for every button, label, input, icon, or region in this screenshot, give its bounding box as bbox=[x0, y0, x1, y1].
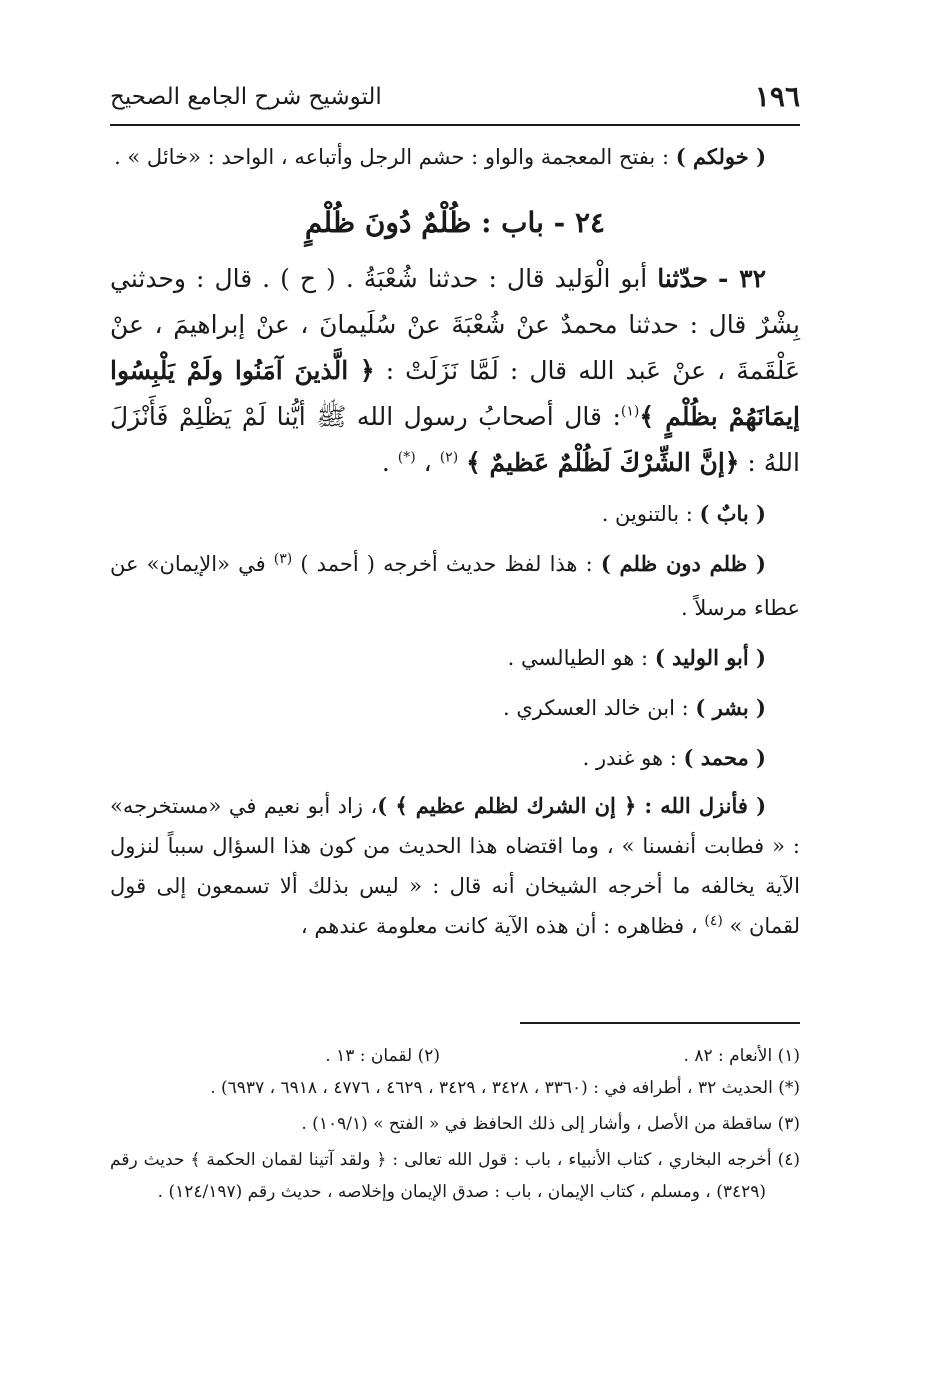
footnote-2: (٢) لقمان : ١٣ . bbox=[325, 1046, 440, 1066]
footnote-ref-1: (١) bbox=[620, 403, 640, 420]
commentary-text: : هذا لفظ حديث أخرجه ( أحمد ) bbox=[292, 552, 601, 576]
commentary-item bbox=[110, 636, 800, 680]
commentary-head: ( ظلم دون ظلم ) bbox=[600, 551, 766, 576]
commentary-head: ( فأنزل الله : ﴿ إن الشرك لظلم عظيم ﴾ ) bbox=[377, 793, 766, 818]
footnote-ref-3: (٣) bbox=[273, 551, 293, 567]
commentary-text: : بالتنوين . bbox=[601, 502, 700, 526]
footnote-ref-2: (٢) bbox=[439, 449, 459, 466]
header-rule bbox=[110, 124, 800, 126]
commentary-item bbox=[110, 492, 800, 536]
commentary-text: ، زاد أبو نعيم في «مستخرجه» : « فطابت أنفسنا » ، وما اقتضاه هذا الحديث من كون هذا السؤال سبباً لنزول الآية يخالفه ما أخرجه الشيخان أنه قال : « ليس بذلك ألا تسمعون إلى قول لقمان » bbox=[110, 794, 800, 938]
commentary-item bbox=[110, 542, 800, 630]
footnote-1: (١) الأنعام : ٨٢ . bbox=[683, 1046, 800, 1066]
chapter-title: ٢٤ - باب : ظُلْمٌ دُونَ ظُلْمٍ bbox=[304, 206, 606, 239]
quran-verse-1: ﴿ الَّذينَ آمَنُوا ولَمْ يَلْبِسُوا إيمَانَهُمْ بظُلْمٍ ﴾ bbox=[110, 356, 801, 431]
footnote-3: (٣) ساقطة من الأصل ، وأشار إلى ذلك الحافظ في « الفتح » (١٠٩/١) . bbox=[301, 1114, 800, 1134]
commentary-text-2: ، فظاهره : أن هذه الآية كانت معلومة عندهم ، bbox=[300, 914, 705, 938]
hadith-number: ٣٢ - bbox=[717, 264, 766, 293]
commentary-text: : هو غندر . bbox=[582, 746, 684, 770]
quran-verse-2: ﴿إنَّ الشِّرْكَ لَظُلْمٌ عَظيمٌ ﴾ bbox=[466, 448, 740, 477]
main-text bbox=[110, 138, 800, 946]
hadith-lead: حدّثنا bbox=[657, 264, 708, 293]
page-number: ١٩٦ bbox=[754, 80, 800, 113]
hadith-text-1: أبو الْوَليد قال : حدثنا شُعْبَةُ . ( ح ) . قال : وحدثني بِشْرٌ قال : حدثنا محمدٌ عنْ شُعْبَةَ عنْ سُلَيمانَ ، عنْ إبراهيمَ ، عنْ عَلْقَمةَ ، عنْ عَبد الله قال : لَمَّا نَزَلَتْ : bbox=[110, 264, 800, 385]
intro-paragraph bbox=[110, 138, 800, 176]
commentary-head: ( بابٌ ) bbox=[699, 501, 766, 526]
commentary-item bbox=[110, 686, 800, 730]
footnote-row bbox=[110, 1040, 800, 1072]
hadith-end: . bbox=[381, 448, 398, 477]
footnote-star: (*) الحديث ٣٢ ، أطرافه في : (٣٣٦٠ ، ٣٤٢٨ ، ٣٤٢٩ ، ٤٦٢٩ ، ٤٧٧٦ ، ٦٩١٨ ، ٦٩٣٧) . bbox=[210, 1078, 800, 1098]
intro-head: ( خولكم ) bbox=[675, 144, 766, 169]
running-title: التوشيح شرح الجامع الصحيح bbox=[110, 84, 382, 110]
commentary-head: ( بشر ) bbox=[695, 695, 766, 720]
commentary-item bbox=[110, 786, 800, 946]
footnote-4: (٤) أخرجه البخاري ، كتاب الأنبياء ، باب : قول الله تعالى : ﴿ ولقد آتينا لقمان الحكمة ﴾ حديث رقم (٣٤٢٩) ، ومسلم ، كتاب الإيمان ، باب : صدق الإيمان وإخلاصه ، حديث رقم (١٢٤/١٩٧) . bbox=[110, 1150, 800, 1202]
footnote-ref-star: (*) bbox=[397, 449, 416, 466]
commentary-text-2: في «الإيمان» عن عطاء مرسلاً . bbox=[110, 552, 800, 620]
hadith-text-2: : قال أصحابُ رسول الله ﷺ أيُّنا لَمْ يَظْلِمْ فَأَنْزَلَ اللهُ : bbox=[110, 402, 800, 477]
intro-text: : بفتح المعجمة والواو : حشم الرجل وأتباعه ، الواحد : «خائل » . bbox=[114, 145, 676, 169]
commentary-head: ( أبو الوليد ) bbox=[654, 645, 766, 670]
hadith-paragraph: ٣٢ - حدّثنا أبو الْوَليد قال : حدثنا شُعْبَةُ . ( ح ) . قال : وحدثني بِشْرٌ قال : حدثنا محمدٌ عنْ شُعْبَةَ عنْ سُلَيمانَ ، عنْ إبراهيمَ ، عنْ عَلْقَمةَ ، عنْ عَبد الله قال : لَمَّا نَزَلَتْ : ﴿ الَّذينَ آمَنُوا ولَمْ يَلْبِسُوا إيمَانَهُمْ بظُلْمٍ ﴾$^{(١)}$: قال أصحابُ رسول الله ﷺ أيُّنا لَمْ يَظْلِمْ فَأَنْزَلَ اللهُ : ﴿إنَّ الشِّرْكَ لَظُلْمٌ عَظيمٌ ﴾ $^{(٢)}$ ، (*) . bbox=[110, 264, 801, 477]
commentary-text: : ابن خالد العسكري . bbox=[503, 696, 696, 720]
page-header bbox=[110, 80, 800, 120]
commentary-head: ( محمد ) bbox=[683, 745, 766, 770]
footnotes bbox=[110, 1040, 800, 1212]
footnote-rule bbox=[520, 1022, 800, 1024]
commentary-item bbox=[110, 736, 800, 780]
footnote-ref-4: (٤) bbox=[704, 913, 723, 929]
commentary-text: : هو الطيالسي . bbox=[507, 646, 655, 670]
